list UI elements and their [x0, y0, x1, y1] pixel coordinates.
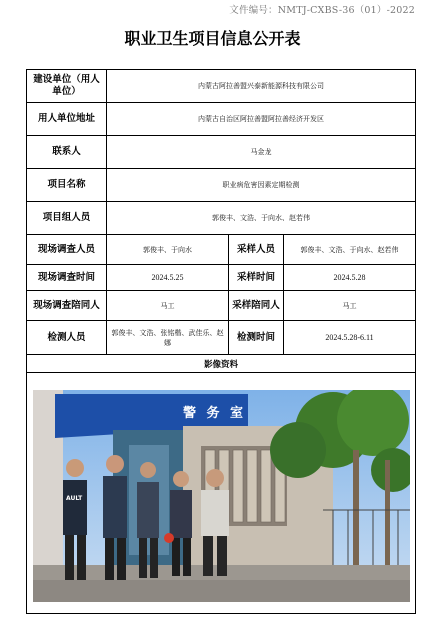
employer-label: 建设单位（用人单位） [27, 70, 107, 103]
table-row [27, 235, 416, 265]
survey-time-label: 现场调查时间 [27, 265, 107, 291]
page-title: 职业卫生项目信息公开表 [124, 29, 301, 48]
address-value: 内蒙古自治区阿拉善盟阿拉善经济开发区 [107, 103, 416, 136]
project-label: 项目名称 [27, 169, 107, 202]
shirt-text: AULT [65, 495, 82, 502]
table-row [27, 373, 416, 614]
table-row [27, 70, 416, 103]
table-row [27, 355, 416, 373]
team-label: 项目组人员 [27, 202, 107, 235]
sampling-time-label: 采样时间 [229, 265, 284, 291]
sampling-people-value: 郭俊丰、文浩、于向水、赵若伟 [284, 235, 416, 265]
survey-people-value: 郭俊丰、于向水 [107, 235, 229, 265]
site-photo-illustration [33, 390, 410, 602]
employer-value: 内蒙古阿拉善盟兴泰新能源科技有限公司 [107, 70, 416, 103]
site-photo [33, 390, 410, 602]
table-row [27, 103, 416, 136]
contact-label: 联系人 [27, 136, 107, 169]
sampling-time-value: 2024.5.28 [284, 265, 416, 291]
photo-cell [27, 373, 416, 614]
testers-label: 检测人员 [27, 321, 107, 355]
survey-companion-label: 现场调查陪同人 [27, 291, 107, 321]
document-number: 文件编号：NMTJ-CXBS-36（01）-2022 [229, 5, 415, 16]
survey-people-label: 现场调查人员 [27, 235, 107, 265]
sampling-people-label: 采样人员 [229, 235, 284, 265]
sampling-companion-value: 马工 [284, 291, 416, 321]
project-value: 职业病危害因素定期检测 [107, 169, 416, 202]
info-table [26, 69, 416, 614]
sign-text: 警 务 室 [182, 406, 246, 421]
contact-value: 马金龙 [107, 136, 416, 169]
address-label: 用人单位地址 [27, 103, 107, 136]
table-row [27, 169, 416, 202]
table-row [27, 265, 416, 291]
table-row [27, 291, 416, 321]
testing-time-value: 2024.5.28-6.11 [284, 321, 416, 355]
testing-time-label: 检测时间 [229, 321, 284, 355]
photo-section-label: 影像资料 [27, 355, 416, 373]
table-row [27, 202, 416, 235]
table-row [27, 321, 416, 355]
testers-value: 郭俊丰、文浩、张铭楷、武佳乐、赵娜 [107, 321, 229, 355]
survey-companion-value: 马工 [107, 291, 229, 321]
table-row [27, 136, 416, 169]
sampling-companion-label: 采样陪同人 [229, 291, 284, 321]
team-value: 郭俊丰、文浩、于向水、赵若伟 [107, 202, 416, 235]
survey-time-value: 2024.5.25 [107, 265, 229, 291]
